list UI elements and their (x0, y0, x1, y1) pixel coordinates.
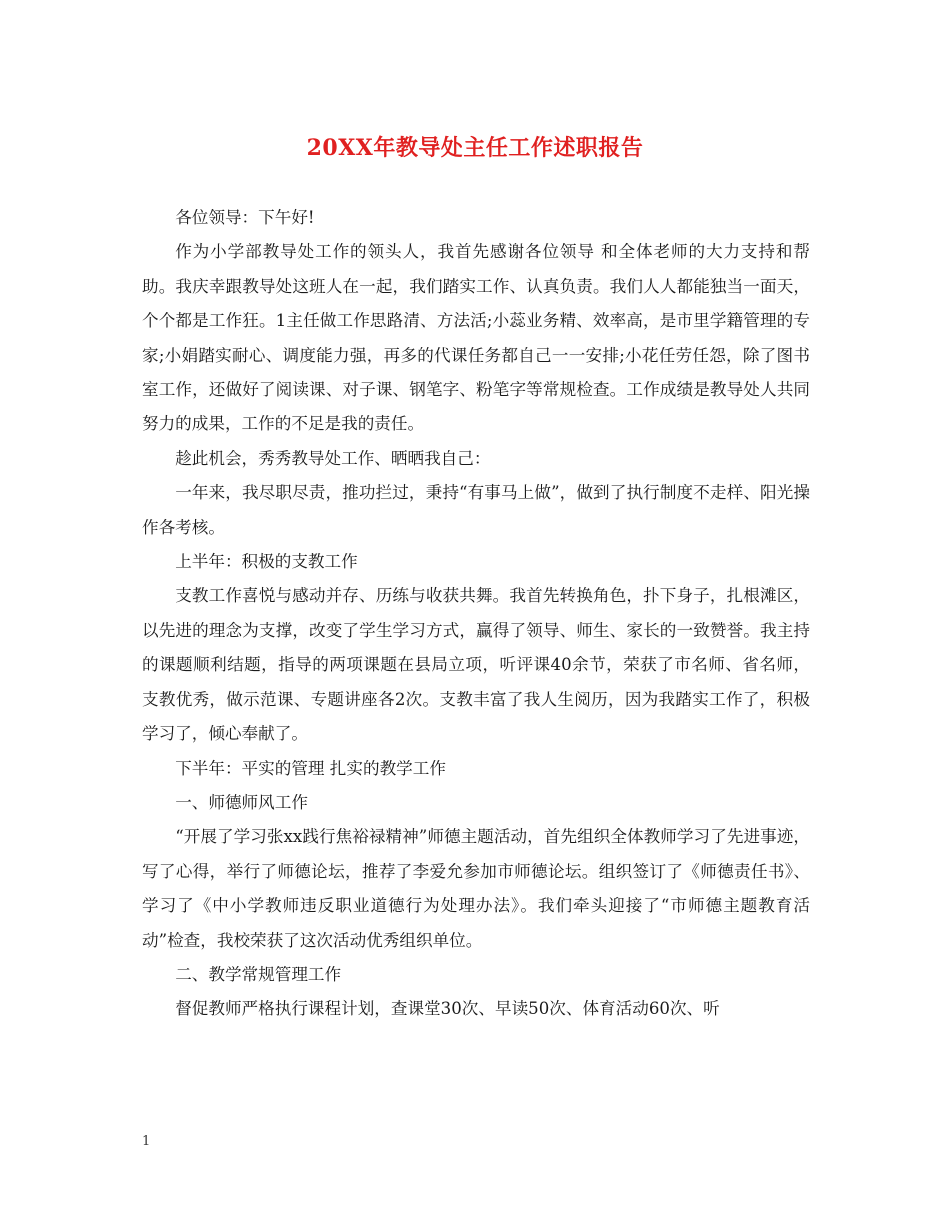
document-title: 20XX年教导处主任工作述职报告 (306, 135, 644, 161)
paragraph-year-summary: 一年来，我尽职尽责，推功拦过，秉持“有事马上做”，做到了执行制度不走样、阳光操作各考核。 (142, 483, 810, 537)
heading-first-half: 上半年：积极的支教工作 (175, 552, 358, 572)
paragraph-greeting: 各位领导：下午好! (175, 208, 315, 227)
heading-routine-management: 二、教学常规管理工作 (175, 964, 342, 984)
paragraph-ethics: “开展了学习张xx践行焦裕禄精神”师德主题活动，首先组织全体教师学习了先进事迹，写了心得，举行了师德论坛，推荐了李爱允参加市师德论坛。组织签订了《师德责任书》、学习了《中小学教师违反职业道德行为处理办法》。我们牵头迎接了“市师德主题教育活动”检查，我校荣获了这次活动优秀组织单位。 (142, 827, 810, 950)
document-body (142, 201, 810, 1027)
paragraph-thanks: 作为小学部教导处工作的领头人，我首先感谢各位领导 和全体老师的大力支持和帮助。我庆幸跟教导处这班人在一起，我们踏实工作、认真负责。我们人人都能独当一面天，个个都是工作狂。1主任做工作思路清、方法活;小蕊业务精、效率高，是市里学籍管理的专家;小娟踏实耐心、调度能力强，再多的代课任务都自己一一安排;小花任劳任怨，除了图书室工作，还做好了阅读课、对子课、钢笔字、粉笔字等常规检查。工作成绩是教导处人共同努力的成果，工作的不足是我的责任。 (142, 242, 810, 434)
heading-ethics: 一、师德师风工作 (175, 792, 308, 812)
page-number: 1 (142, 1134, 151, 1149)
paragraph-support-teaching: 支教工作喜悦与感动并存、历练与收获共舞。我首先转换角色，扑下身子，扎根滩区，以先进的理念为支撑，改变了学生学习方式，赢得了领导、师生、家长的一致赞誉。我主持的课题顺利结题，指导的两项课题在县局立项，听评课40余节，荣获了市名师、省名师，支教优秀，做示范课、专题讲座各2次。支教丰富了我人生阅历，因为我踏实工作了，积极学习了，倾心奉献了。 (142, 586, 810, 744)
heading-second-half: 下半年：平实的管理 扎实的教学工作 (175, 758, 446, 778)
paragraph-routine-management: 督促教师严格执行课程计划，查课堂30次、早读50次、体育活动60次、听 (175, 999, 720, 1019)
paragraph-intro: 趁此机会，秀秀教导处工作、晒晒我自己： (175, 448, 491, 468)
